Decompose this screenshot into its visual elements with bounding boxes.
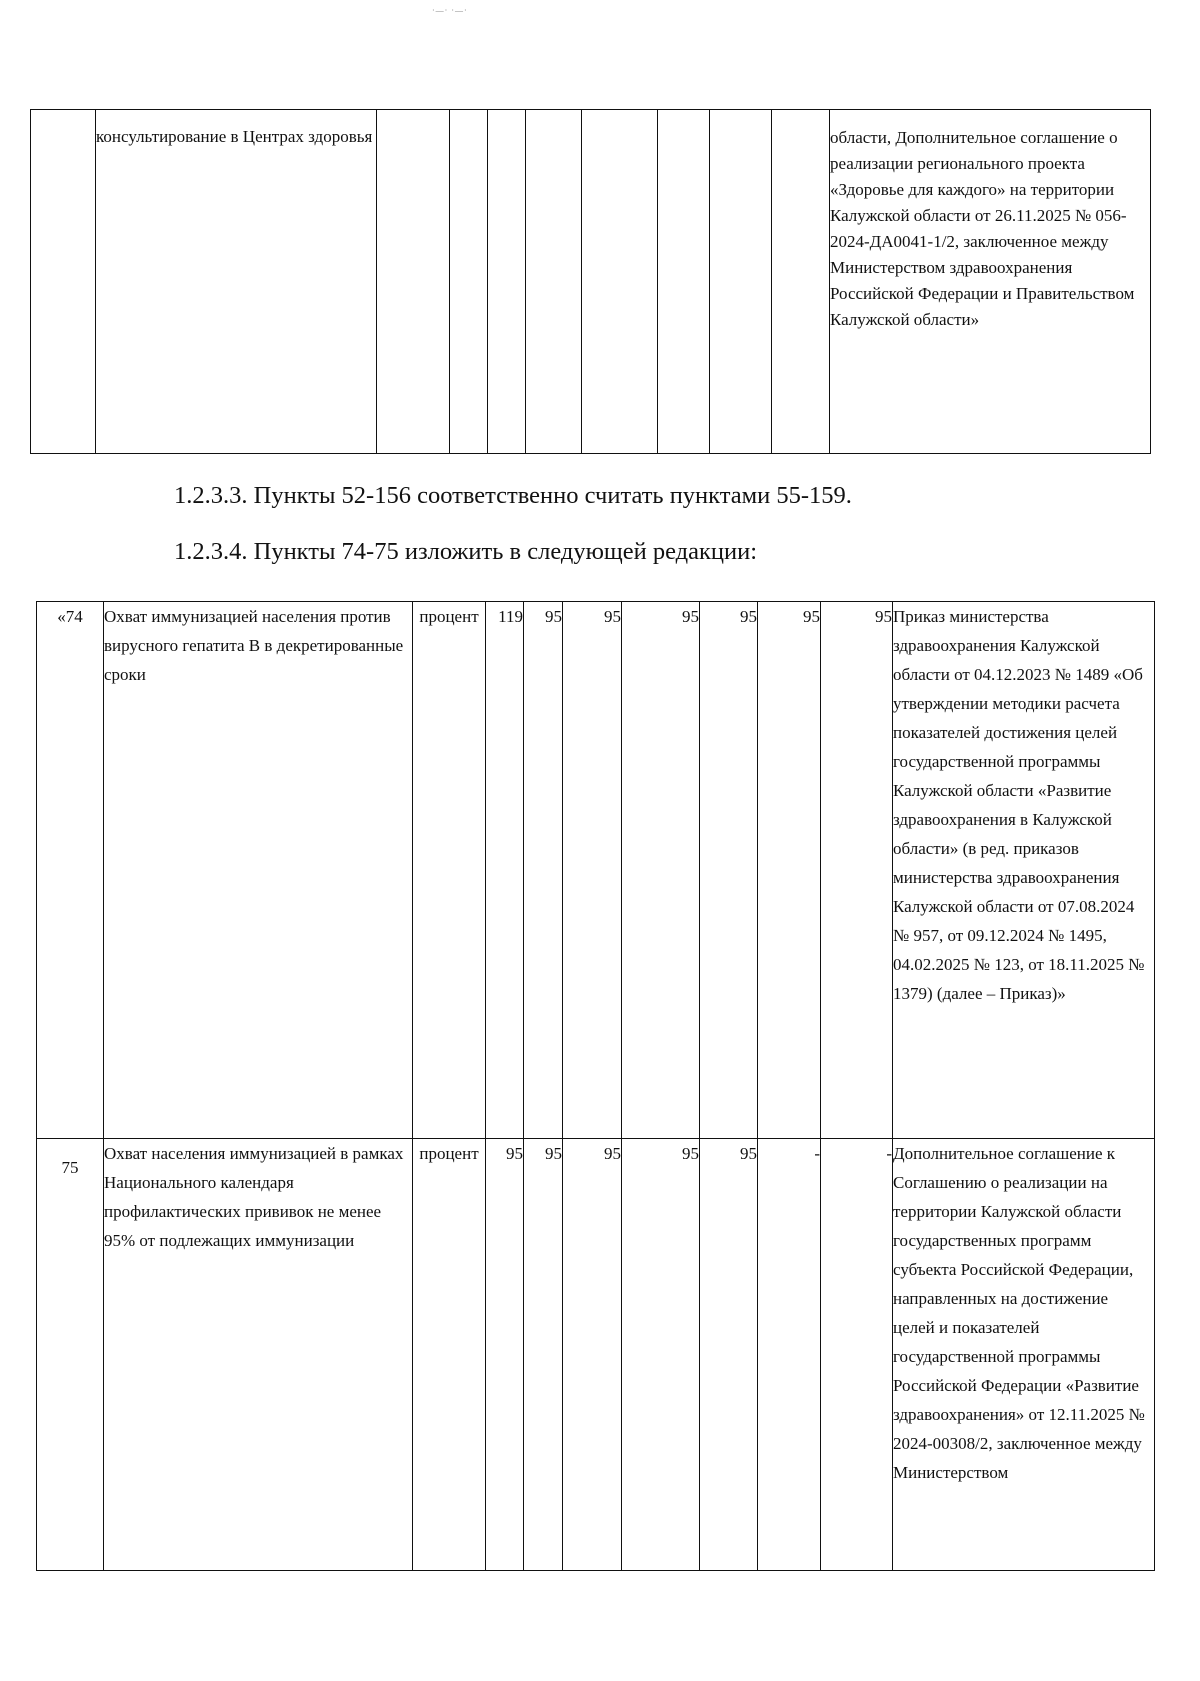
page-marker: ·—· ·—·	[432, 6, 468, 15]
paragraph-renumber: 1.2.3.3. Пункты 52-156 соответственно считать пунктами 55-159.	[174, 482, 852, 509]
value-cell: 119	[486, 602, 524, 1139]
value-cell	[488, 110, 526, 454]
row-index: 75	[37, 1139, 104, 1571]
table-row	[37, 602, 1155, 1139]
value-cell	[658, 110, 710, 454]
value-cell: 95	[700, 1139, 758, 1571]
value-cell: -	[758, 1139, 821, 1571]
unit-cell: процент	[413, 602, 486, 1139]
value-cell: 95	[524, 1139, 563, 1571]
value-cell: 95	[563, 1139, 622, 1571]
paragraph-amend: 1.2.3.4. Пункты 74-75 изложить в следующей редакции:	[174, 538, 758, 565]
value-cell: 95	[700, 602, 758, 1139]
unit-cell: процент	[413, 1139, 486, 1571]
indicators-table-continued	[30, 109, 1151, 454]
value-cell	[526, 110, 582, 454]
source-document: области, Дополнительное соглашение о реализации регионального проекта «Здоровье для каждого» на территории Калужской области от 26.11.2025 № 056-2024-ДА0041-1/2, заключенное между Министерством здравоохранения Российской Федерации и Правительством Калужской области»	[830, 110, 1151, 454]
indicator-description: Охват иммунизацией населения против вирусного гепатита В в декретированные сроки	[104, 602, 413, 1139]
table-row	[31, 110, 1151, 454]
indicators-table	[36, 601, 1155, 1571]
value-cell: 95	[821, 602, 893, 1139]
source-document: Дополнительное соглашение к Соглашению о реализации на территории Калужской области государственных программ субъекта Российской Федерации, направленных на достижение целей и показателей государственной программы Российской Федерации «Развитие здравоохранения» от 12.11.2025 № 2024-00308/2, заключенное между Министерством	[893, 1139, 1155, 1571]
unit-cell	[377, 110, 450, 454]
value-cell: 95	[486, 1139, 524, 1571]
value-cell: 95	[622, 1139, 700, 1571]
value-cell: 95	[563, 602, 622, 1139]
row-index: «74	[37, 602, 104, 1139]
value-cell	[582, 110, 658, 454]
indicator-description: консультирование в Центрах здоровья	[96, 110, 377, 454]
value-cell	[772, 110, 830, 454]
source-document: Приказ министерства здравоохранения Калужской области от 04.12.2023 № 1489 «Об утверждении методики расчета показателей достижения целей государственной программы Калужской области «Развитие здравоохранения в Калужской области» (в ред. приказов министерства здравоохранения Калужской области от 07.08.2024 № 957, от 09.12.2024 № 1495, 04.02.2025 № 123, от 18.11.2025 № 1379) (далее – Приказ)»	[893, 602, 1155, 1139]
value-cell: 95	[524, 602, 563, 1139]
table-row	[37, 1139, 1155, 1571]
value-cell	[710, 110, 772, 454]
value-cell: 95	[758, 602, 821, 1139]
value-cell	[450, 110, 488, 454]
row-index-cell	[31, 110, 96, 454]
value-cell: 95	[622, 602, 700, 1139]
indicator-description: Охват населения иммунизацией в рамках Национального календаря профилактических прививок не менее 95% от подлежащих иммунизации	[104, 1139, 413, 1571]
value-cell: -	[821, 1139, 893, 1571]
